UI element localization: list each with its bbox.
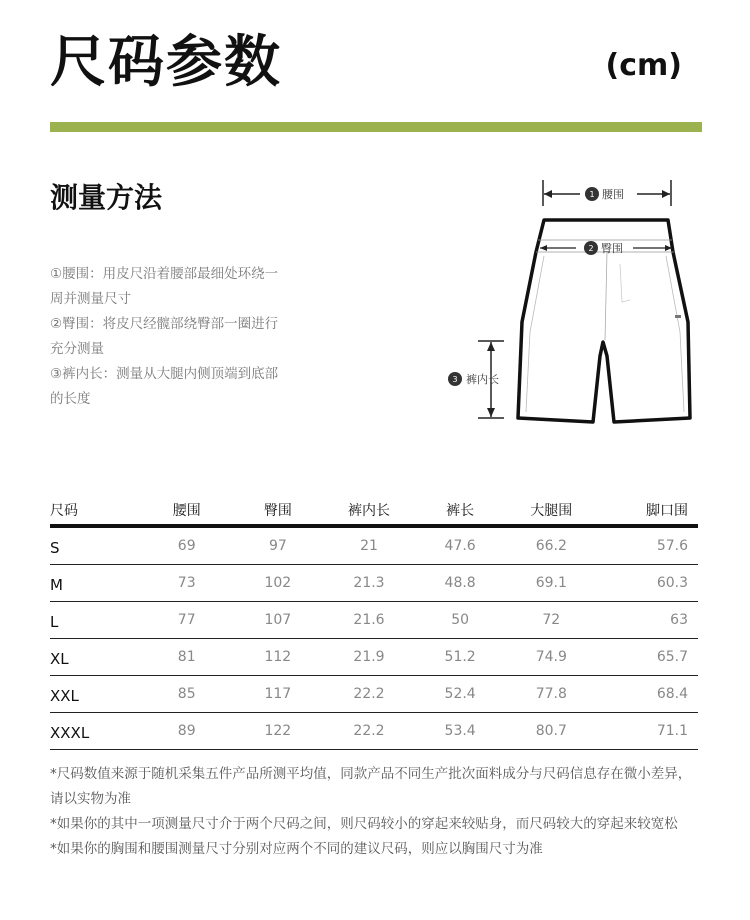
inseam-num: 3: [452, 375, 458, 384]
method-title: 测量方法: [50, 181, 163, 214]
note-waist: ①腰围：用皮尺沿着腰部最细处环绕一周并测量尺寸: [50, 266, 279, 307]
unit-label: (cm): [605, 48, 682, 83]
value-cell: 21.9: [353, 649, 385, 665]
value-cell: 77: [177, 612, 196, 628]
footnotes: [50, 762, 702, 862]
footnote-1: *尺码数值来源于随机采集五件产品所测平均值，同款产品不同生产批次面料成分与尺码信息存在微小差异，请以实物为准: [50, 766, 692, 807]
value-cell: 112: [264, 649, 292, 665]
value-cell: 80.7: [535, 723, 567, 739]
size-cell: XXL: [50, 687, 79, 705]
value-cell: 73: [177, 575, 196, 591]
page-title: 尺码参数: [50, 30, 282, 95]
header-hip: 臀围: [263, 503, 292, 519]
value-cell: 63: [670, 612, 688, 628]
method-notes: [50, 262, 290, 412]
value-cell: 77.8: [535, 686, 567, 702]
table-row: [50, 565, 698, 602]
size-cell: L: [50, 613, 59, 631]
size-cell: XL: [50, 650, 69, 668]
table-row: [50, 639, 698, 676]
value-cell: 107: [264, 612, 292, 628]
accent-divider: [50, 122, 702, 132]
value-cell: 85: [177, 686, 196, 702]
value-cell: 69: [177, 538, 196, 554]
value-cell: 74.9: [535, 649, 567, 665]
table-row: [50, 528, 698, 565]
footnote-3: *如果你的胸围和腰围测量尺寸分别对应两个不同的建议尺码，则应以胸围尺寸为准: [50, 841, 543, 857]
value-cell: 22.2: [353, 686, 385, 702]
value-cell: 21.6: [353, 612, 385, 628]
size-cell: S: [50, 539, 60, 557]
note-inseam: ③裤内长：测量从大腿内侧顶端到底部的长度: [50, 366, 279, 407]
waist-label: 腰围: [602, 188, 624, 201]
value-cell: 53.4: [444, 723, 476, 739]
value-cell: 122: [264, 723, 292, 739]
header-size: 尺码: [50, 503, 78, 519]
value-cell: 60.3: [656, 575, 688, 591]
value-cell: 52.4: [444, 686, 476, 702]
value-cell: 21: [360, 538, 378, 554]
value-cell: 51.2: [444, 649, 476, 665]
value-cell: 66.2: [535, 538, 567, 554]
size-table: [50, 496, 698, 750]
table-header-row: [50, 496, 698, 524]
table-row: [50, 713, 698, 750]
value-cell: 22.2: [353, 723, 385, 739]
footnote-2: *如果你的其中一项测量尺寸介于两个尺码之间，则尺码较小的穿起来较贴身，而尺码较大的穿起来较宽松: [50, 816, 678, 832]
value-cell: 69.1: [535, 575, 567, 591]
value-cell: 65.7: [656, 649, 688, 665]
value-cell: 47.6: [444, 538, 476, 554]
value-cell: 97: [268, 538, 287, 554]
header-hem: 脚口围: [645, 503, 688, 519]
value-cell: 48.8: [444, 575, 476, 591]
header-inseam: 裤内长: [347, 503, 390, 519]
table-body: [50, 528, 698, 750]
value-cell: 89: [177, 723, 196, 739]
waist-arrow: [543, 180, 671, 206]
value-cell: 68.4: [656, 686, 688, 702]
note-hip: ②臀围：将皮尺经髋部绕臀部一圈进行充分测量: [50, 316, 279, 357]
inseam-label: 裤内长: [466, 373, 499, 386]
size-cell: M: [50, 576, 63, 594]
value-cell: 72: [542, 612, 561, 628]
hip-num: 2: [588, 244, 594, 253]
header-waist: 腰围: [172, 503, 201, 519]
table-row: [50, 602, 698, 639]
value-cell: 102: [264, 575, 292, 591]
header-length: 裤长: [446, 503, 475, 519]
value-cell: 81: [177, 649, 196, 665]
value-cell: 117: [264, 686, 292, 702]
inseam-arrow: [448, 341, 504, 418]
value-cell: 50: [451, 612, 470, 628]
shorts-diagram: [440, 172, 710, 432]
header-thigh: 大腿围: [530, 503, 573, 519]
waist-num: 1: [589, 190, 595, 199]
value-cell: 71.1: [656, 723, 688, 739]
hip-label: 臀围: [601, 242, 623, 255]
table-row: [50, 676, 698, 713]
value-cell: 21.3: [353, 575, 385, 591]
size-cell: XXXL: [50, 724, 90, 742]
value-cell: 57.6: [656, 538, 688, 554]
